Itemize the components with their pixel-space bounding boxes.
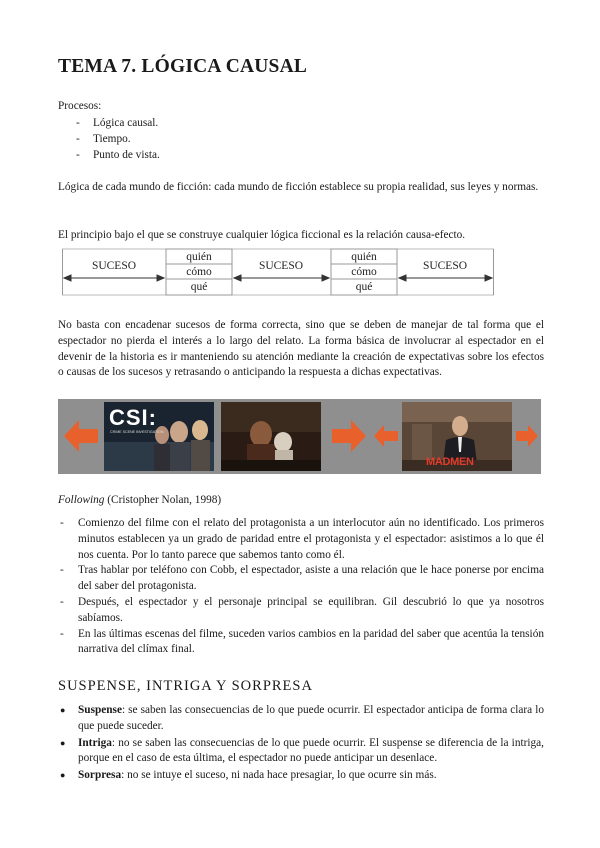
terms-list — [58, 703, 544, 785]
list-item: - Comienzo del filme con el relato del protagonista a un interlocutor aún no identificado. Los primeros minutos establecen ya un grado de paridad entre el protagonista y el espectador: asistimos a lo que él nos cuenta. Por lo tanto parece que sabemos tanto como él. — [58, 516, 544, 563]
csi-image — [104, 402, 214, 471]
csi-logo: CSI: — [109, 405, 157, 430]
arrow-right-icon — [516, 425, 538, 447]
list-item — [58, 736, 544, 768]
following-image — [221, 402, 321, 471]
section-heading: SUSPENSE, INTRIGA Y SORPRESA — [58, 678, 313, 694]
list-item: - Lógica causal. — [76, 115, 160, 131]
arrow-left-icon — [64, 420, 98, 452]
list-item: - Después, el espectador y el personaje principal se equilibran. Gil descubrió lo que ya nosotros sabíamos. — [58, 595, 544, 627]
term-label: Sorpresa — [78, 769, 122, 782]
list-item: - En las últimas escenas del filme, suceden varios cambios en la paridad del saber que acentúa la tensión narrativa del clímax final. — [58, 627, 544, 659]
double-arrow-icon — [64, 275, 164, 281]
paragraph-expectativas: No basta con encadenar sucesos de forma correcta, sino que se deben de manejar de tal forma que el espectador no pierda el interés a lo largo del relato. La forma básica de involucrar al espectador en el devenir de la historia es ir manteniendo su atención mediante la creación de expectativas sobre los efectos o causas de los sucesos y retrasando o anticipando la respuesta a dichas expectativas. — [58, 319, 544, 379]
paragraph-principio: El principio bajo el que se construye cualquier lógica ficcional es la relación causa-efecto. — [58, 229, 466, 241]
madmen-image — [402, 402, 512, 471]
term-label: Suspense — [78, 704, 122, 716]
term-text: : no se saben las consecuencias de lo que puede ocurrir. El suspense se diferencia de la intriga, porque en el caso de esta última, el espectador no puede anticipar un desenlace. — [78, 736, 544, 765]
causal-diagram — [62, 248, 494, 296]
list-item — [58, 703, 544, 735]
csi-subtitle: CRIME SCENE INVESTIGATION — [110, 430, 164, 434]
event-label-3: SUCESO — [422, 260, 468, 272]
term-text: : se saben las consecuencias de lo que puede ocurrir. El espectador anticipa de forma clara lo que puede suceder. — [78, 704, 544, 732]
following-caption — [58, 493, 544, 509]
double-arrow-icon — [234, 275, 329, 281]
madmen-logo: MADMEN — [426, 456, 474, 468]
term-text: : no se intuye el suceso, ni nada hace presagiar, lo que ocurre sin más. — [121, 769, 437, 782]
arrow-left-icon — [374, 425, 398, 447]
event-label-1: SUCESO — [91, 260, 137, 272]
list-item — [58, 768, 544, 784]
list-item: - Punto de vista. — [76, 147, 160, 163]
double-arrow-icon — [399, 275, 492, 281]
question-label: qué — [190, 281, 208, 293]
procesos-list — [76, 115, 160, 163]
paragraph-logica: Lógica de cada mundo de ficción: cada mundo de ficción establece su propia realidad, sus leyes y normas. — [58, 181, 539, 193]
question-label: quién — [351, 251, 377, 263]
film-credit: (Cristopher Nolan, 1998) — [104, 494, 222, 506]
list-item: - Tiempo. — [76, 131, 160, 147]
term-label: Intriga — [78, 736, 112, 749]
image-strip — [58, 399, 541, 474]
following-list — [58, 516, 544, 658]
list-item: - Tras hablar por teléfono con Cobb, el espectador, asiste a una relación que le hace ponerse por encima del saber del protagonista. — [58, 563, 544, 595]
arrow-right-icon — [332, 420, 366, 452]
question-label: cómo — [351, 266, 377, 278]
question-label: cómo — [186, 266, 212, 278]
film-title: Following — [58, 494, 105, 506]
event-label-2: SUCESO — [258, 260, 304, 272]
question-label: quién — [186, 251, 212, 263]
page-title: TEMA 7. LÓGICA CAUSAL — [58, 56, 308, 77]
procesos-heading: Procesos: — [58, 100, 102, 112]
question-label: qué — [355, 281, 373, 293]
